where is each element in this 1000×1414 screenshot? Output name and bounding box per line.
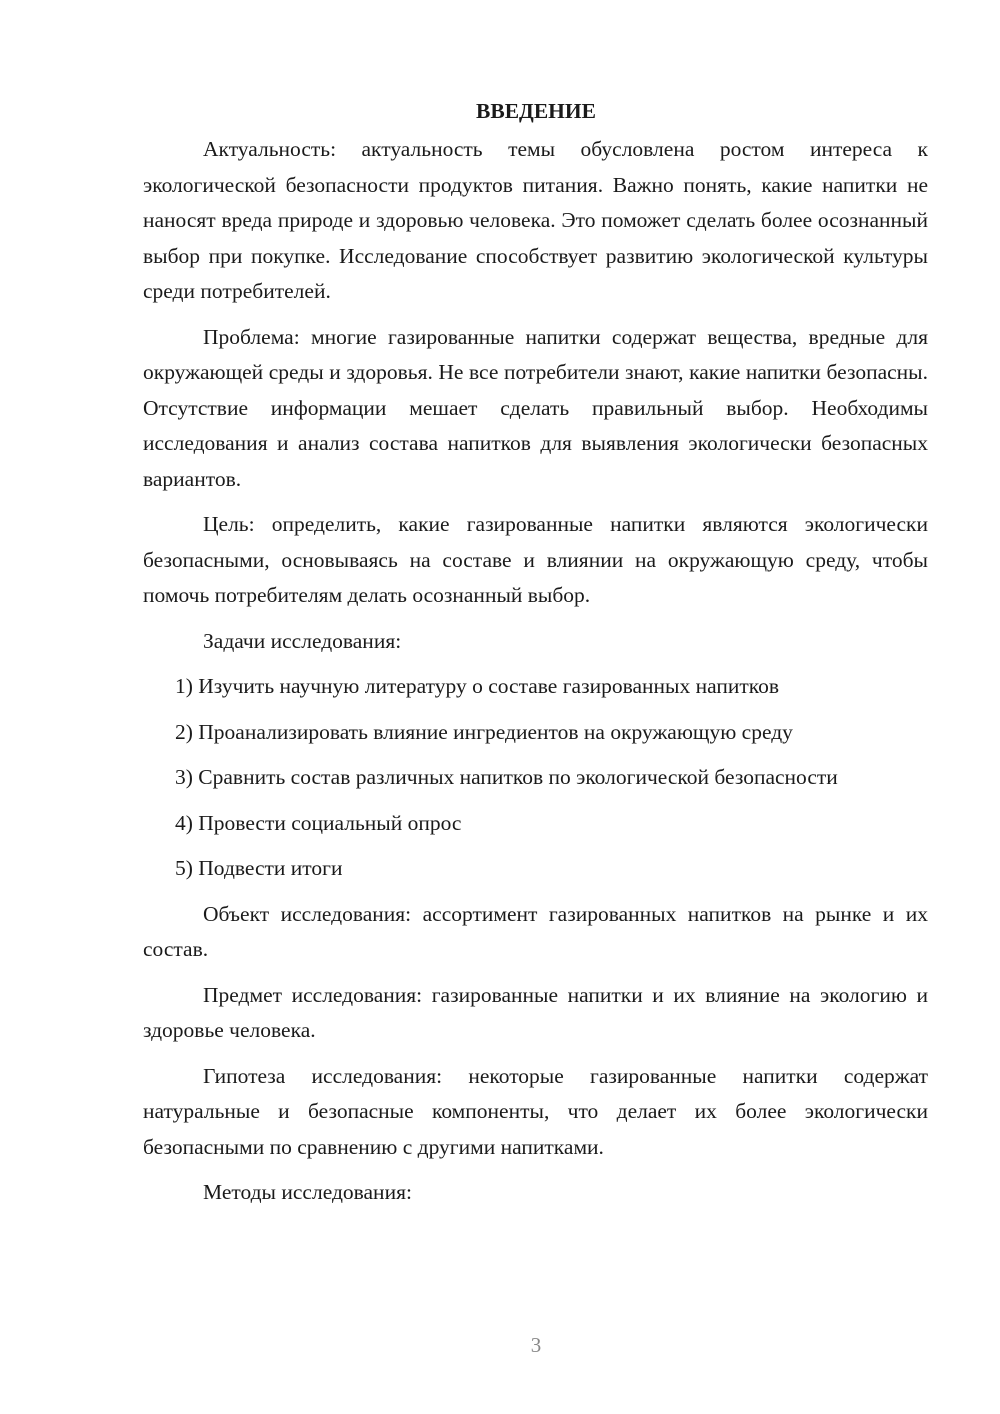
subject-paragraph: Предмет исследования: газированные напитки и их влияние на экологию и здоровье человека.: [143, 982, 928, 1042]
goal-paragraph: Цель: определить, какие газированные напитки являются экологически безопасными, основываясь на составе и влиянии на окружающую среду, чтобы помочь потребителям делать осознанный выбор.: [143, 512, 928, 607]
hypothesis-paragraph: Гипотеза исследования: некоторые газированные напитки содержат натуральные и безопасные компоненты, что делает их более экологически безопасными по сравнению с другими напитками.: [143, 1063, 928, 1159]
object-paragraph: Объект исследования: ассортимент газированных напитков на рынке и их состав.: [143, 901, 928, 961]
tasks-title: Задачи исследования:: [203, 628, 402, 653]
task-item-1: 1) Изучить научную литературу о составе газированных напитков: [175, 674, 779, 698]
task-item-5: 5) Подвести итоги: [175, 856, 343, 880]
problem-paragraph: Проблема: многие газированные напитки содержат вещества, вредные для окружающей среды и здоровья. Не все потребители знают, какие напитки безопасны. Отсутствие информации мешает сделать правильный выбор. Необходимы исследования и анализ состава напитков для выявления экологически безопасных вариантов.: [143, 324, 928, 491]
task-item-4: 4) Провести социальный опрос: [175, 810, 462, 835]
page-number: 3: [530, 1333, 542, 1357]
relevance-paragraph: Актуальность: актуальность темы обусловлена ростом интереса к экологической безопасности продуктов питания. Важно понять, какие напитки не наносят вреда природе и здоровью человека. Это поможет сделать более осознанный выбор при покупке. Исследование способствует развитию экологической культуры среди потребителей.: [143, 137, 928, 303]
section-heading: ВВЕДЕНИЕ: [476, 99, 596, 123]
task-item-3: 3) Сравнить состав различных напитков по экологической безопасности: [175, 765, 838, 789]
task-item-2: 2) Проанализировать влияние ингредиентов на окружающую среду: [175, 719, 793, 744]
methods-title: Методы исследования:: [203, 1180, 412, 1204]
document-page: [143, 96, 928, 1221]
